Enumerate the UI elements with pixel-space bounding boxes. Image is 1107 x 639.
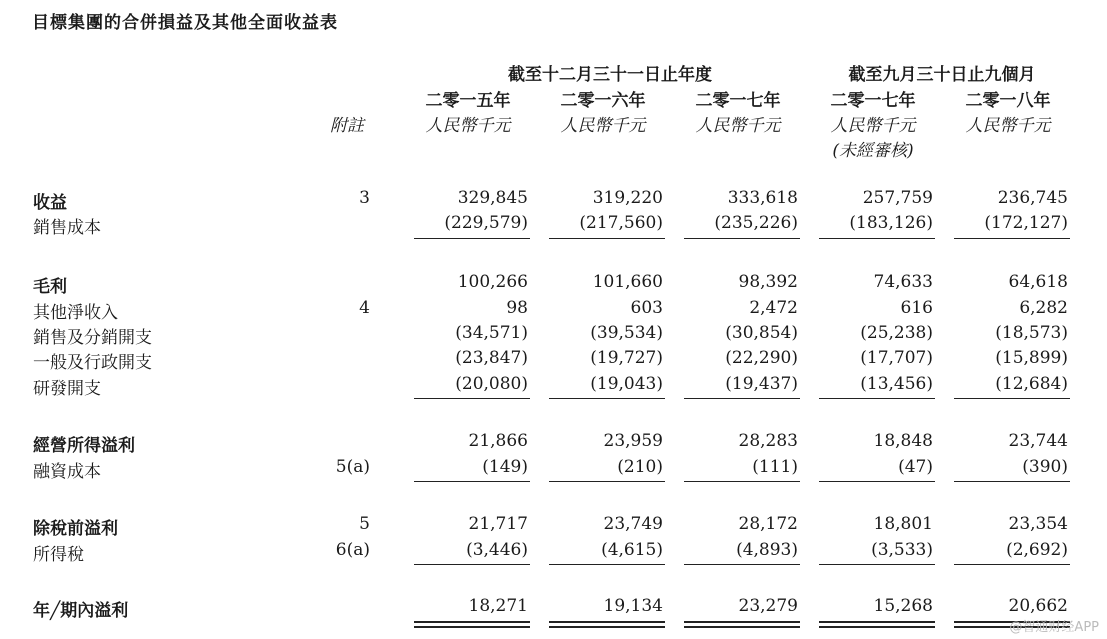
table-cell: 18,801 bbox=[873, 514, 933, 534]
table-cell: 64,618 bbox=[1008, 272, 1068, 292]
table-cell: 28,172 bbox=[738, 514, 798, 534]
table-cell: 23,354 bbox=[1008, 514, 1068, 534]
unaudited-note: (未經審核) bbox=[832, 141, 914, 161]
unit-header: 人民幣千元 bbox=[830, 116, 916, 136]
year-header: 二零一八年 bbox=[965, 91, 1051, 111]
row-label: 除稅前溢利 bbox=[33, 519, 118, 539]
table-cell: 28,283 bbox=[738, 431, 798, 451]
table-cell: (22,290) bbox=[725, 348, 798, 368]
table-cell: 23,749 bbox=[603, 514, 663, 534]
subtotal-rule bbox=[819, 238, 935, 239]
table-cell: 329,845 bbox=[457, 188, 528, 208]
table-cell: (183,126) bbox=[849, 213, 933, 233]
table-cell: (25,238) bbox=[860, 323, 933, 343]
unit-header: 人民幣千元 bbox=[560, 116, 646, 136]
watermark: @智通财经APP bbox=[1009, 620, 1099, 635]
subtotal-rule bbox=[549, 398, 665, 399]
table-cell: (15,899) bbox=[995, 348, 1068, 368]
table-cell: 23,279 bbox=[738, 596, 798, 616]
row-label: 經營所得溢利 bbox=[33, 436, 135, 456]
table-cell: 100,266 bbox=[457, 272, 528, 292]
table-cell: (4,893) bbox=[736, 540, 798, 560]
row-label: 一般及行政開支 bbox=[33, 353, 152, 373]
table-cell: 74,633 bbox=[873, 272, 933, 292]
subtotal-rule bbox=[414, 238, 530, 239]
subtotal-rule bbox=[954, 398, 1070, 399]
table-cell: 20,662 bbox=[1008, 596, 1068, 616]
table-cell: (30,854) bbox=[725, 323, 798, 343]
subtotal-rule bbox=[414, 564, 530, 565]
table-cell: (19,727) bbox=[590, 348, 663, 368]
header-group-annual: 截至十二月三十一日止年度 bbox=[508, 65, 712, 85]
table-cell: (235,226) bbox=[714, 213, 798, 233]
unit-header: 人民幣千元 bbox=[965, 116, 1051, 136]
table-cell: (12,684) bbox=[995, 374, 1068, 394]
table-cell: 319,220 bbox=[592, 188, 663, 208]
table-cell: (390) bbox=[1022, 457, 1068, 477]
table-cell: 23,744 bbox=[1008, 431, 1068, 451]
subtotal-rule bbox=[684, 238, 800, 239]
unit-header: 人民幣千元 bbox=[425, 116, 511, 136]
table-cell: (111) bbox=[752, 457, 798, 477]
subtotal-rule bbox=[954, 238, 1070, 239]
table-cell: 6,282 bbox=[1019, 298, 1068, 318]
row-label: 收益 bbox=[33, 193, 67, 213]
table-cell: (149) bbox=[482, 457, 528, 477]
table-cell: 2,472 bbox=[749, 298, 798, 318]
subtotal-rule bbox=[414, 481, 530, 482]
row-label: 銷售及分銷開支 bbox=[33, 328, 152, 348]
table-cell: 101,660 bbox=[592, 272, 663, 292]
subtotal-rule bbox=[549, 238, 665, 239]
note-column-header: 附註 bbox=[330, 116, 364, 136]
row-label: 毛利 bbox=[33, 277, 67, 297]
subtotal-rule bbox=[819, 398, 935, 399]
table-cell: (23,847) bbox=[455, 348, 528, 368]
row-note: 5(a) bbox=[335, 457, 370, 477]
table-cell: (13,456) bbox=[860, 374, 933, 394]
total-double-rule bbox=[819, 621, 935, 628]
table-cell: (217,560) bbox=[579, 213, 663, 233]
table-cell: (3,446) bbox=[466, 540, 528, 560]
table-cell: 23,959 bbox=[603, 431, 663, 451]
subtotal-rule bbox=[954, 481, 1070, 482]
table-cell: (3,533) bbox=[871, 540, 933, 560]
table-cell: 19,134 bbox=[603, 596, 663, 616]
table-cell: 98,392 bbox=[738, 272, 798, 292]
year-header: 二零一六年 bbox=[560, 91, 646, 111]
year-header: 二零一七年 bbox=[695, 91, 781, 111]
subtotal-rule bbox=[414, 398, 530, 399]
table-cell: 333,618 bbox=[727, 188, 798, 208]
subtotal-rule bbox=[819, 481, 935, 482]
table-cell: 236,745 bbox=[997, 188, 1068, 208]
row-note: 6(a) bbox=[335, 540, 370, 560]
table-cell: (229,579) bbox=[444, 213, 528, 233]
year-header: 二零一五年 bbox=[425, 91, 511, 111]
table-cell: (20,080) bbox=[455, 374, 528, 394]
row-label: 融資成本 bbox=[33, 462, 101, 482]
table-cell: (2,692) bbox=[1006, 540, 1068, 560]
header-group-nine-months: 截至九月三十日止九個月 bbox=[848, 65, 1036, 85]
total-double-rule bbox=[549, 621, 665, 628]
year-header: 二零一七年 bbox=[830, 91, 916, 111]
row-note: 4 bbox=[359, 298, 370, 318]
subtotal-rule bbox=[819, 564, 935, 565]
table-cell: 98 bbox=[506, 298, 528, 318]
row-label: 研發開支 bbox=[33, 379, 101, 399]
row-note: 3 bbox=[359, 188, 370, 208]
subtotal-rule bbox=[684, 398, 800, 399]
subtotal-rule bbox=[954, 564, 1070, 565]
table-cell: 257,759 bbox=[862, 188, 933, 208]
table-cell: (210) bbox=[617, 457, 663, 477]
unit-header: 人民幣千元 bbox=[695, 116, 781, 136]
table-cell: (19,043) bbox=[590, 374, 663, 394]
total-double-rule bbox=[684, 621, 800, 628]
table-cell: (34,571) bbox=[455, 323, 528, 343]
table-cell: (172,127) bbox=[984, 213, 1068, 233]
table-cell: 616 bbox=[900, 298, 933, 318]
table-cell: 21,717 bbox=[468, 514, 528, 534]
subtotal-rule bbox=[684, 564, 800, 565]
table-cell: (18,573) bbox=[995, 323, 1068, 343]
total-double-rule bbox=[414, 621, 530, 628]
table-cell: (39,534) bbox=[590, 323, 663, 343]
subtotal-rule bbox=[684, 481, 800, 482]
subtotal-rule bbox=[549, 564, 665, 565]
subtotal-rule bbox=[549, 481, 665, 482]
table-cell: (47) bbox=[898, 457, 933, 477]
row-label: 年╱期內溢利 bbox=[33, 601, 129, 621]
row-note: 5 bbox=[359, 514, 370, 534]
table-cell: 603 bbox=[630, 298, 663, 318]
table-cell: 21,866 bbox=[468, 431, 528, 451]
table-cell: 15,268 bbox=[873, 596, 933, 616]
table-cell: (19,437) bbox=[725, 374, 798, 394]
table-cell: (17,707) bbox=[860, 348, 933, 368]
row-label: 所得稅 bbox=[33, 545, 84, 565]
table-cell: (4,615) bbox=[601, 540, 663, 560]
table-cell: 18,848 bbox=[873, 431, 933, 451]
row-label: 銷售成本 bbox=[33, 218, 101, 238]
table-cell: 18,271 bbox=[468, 596, 528, 616]
statement-title: 目標集團的合併損益及其他全面收益表 bbox=[32, 13, 338, 33]
row-label: 其他淨收入 bbox=[33, 303, 118, 323]
